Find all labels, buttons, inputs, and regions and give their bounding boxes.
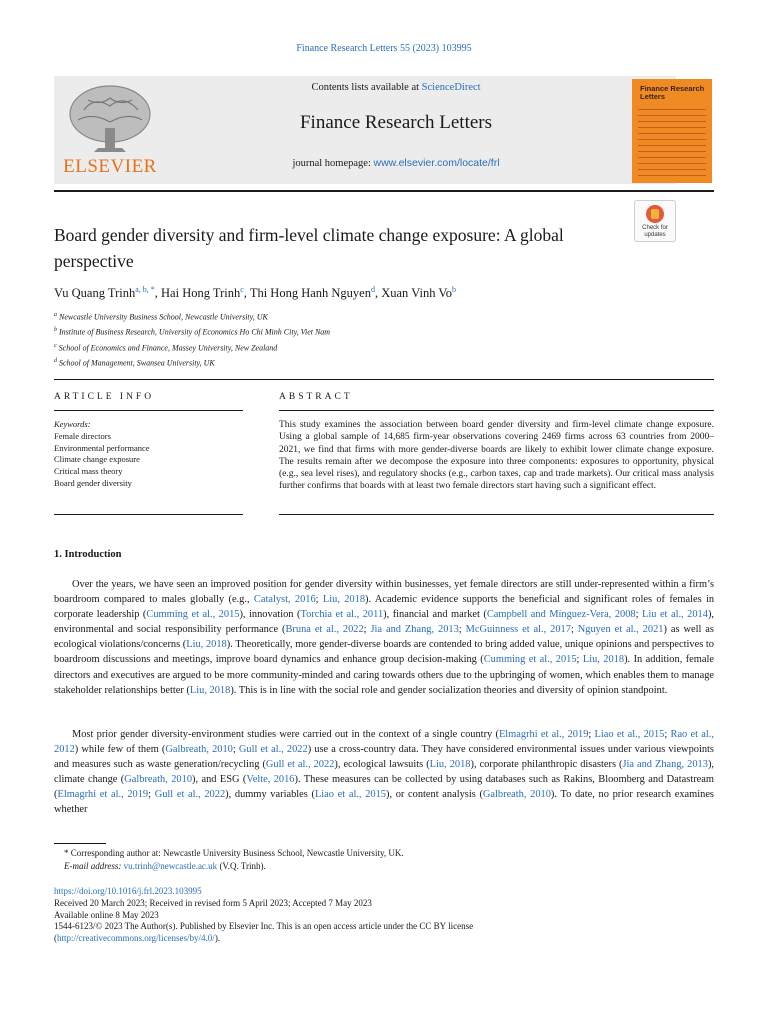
body-text-run: ; xyxy=(635,609,643,621)
cover-contents-lines xyxy=(638,109,706,181)
body-text-run: ) while few of them ( xyxy=(74,744,166,756)
author-name[interactable]: Hai Hong Trinh xyxy=(161,286,241,301)
body-text-run: ), dummy variables ( xyxy=(225,789,315,801)
citation-link[interactable]: Gull et al., 2022 xyxy=(265,759,335,771)
body-text-run: ) as well as ecological violations/concerns ( xyxy=(54,624,714,651)
body-text-run: ), or content analysis ( xyxy=(385,789,483,801)
keyword-item: Board gender diversity xyxy=(54,477,132,488)
body-text-run: ; xyxy=(458,624,466,636)
abstract-text: This study examines the association between board gender diversity and firm-level climate change exposure. Using a global sample of 14,685 firm-year observations covering 2469 firms across 63 countries from 2000–2021, we find that firms with more gender-diverse boards are likely to exhibit lower climate change exposure. The results remain after we decompose the exposure into three components: exposures to opportunity, physical (e.g., sea level rises), and regulatory shocks (e.g., carbon taxes, cap and trade markets). Our critical mass analysis further confirms that boards with at least two female directors start having such a significant effect. xyxy=(279,420,714,492)
body-text-run: ; xyxy=(664,729,671,740)
body-text-run: ; xyxy=(363,624,371,636)
citation-link[interactable]: Gull et al., 2022 xyxy=(238,744,308,756)
corresponding-author-note: * Corresponding author at: Newcastle University Business School, Newcastle University, UK. xyxy=(64,848,404,858)
citation-link[interactable]: Rao et al., 2012 xyxy=(54,729,714,756)
body-text-run: ; xyxy=(576,654,583,666)
body-text-run: ), ecological lawsuits ( xyxy=(334,759,430,771)
article-info-bottom-rule xyxy=(54,514,243,515)
journal-name: Finance Research Letters xyxy=(299,112,493,133)
citation-link[interactable]: Campbell and Mínguez-Vera, 2008 xyxy=(486,609,636,621)
section-rule xyxy=(54,379,714,380)
body-text-run: ; xyxy=(148,789,155,801)
citation-link[interactable]: Liu, 2018 xyxy=(189,684,231,696)
body-text-run: ), financial and market ( xyxy=(383,609,487,621)
footnote xyxy=(54,847,714,872)
email-line xyxy=(64,860,714,873)
homepage-line xyxy=(166,157,626,169)
citation-link[interactable]: Elmagrhi et al., 2019 xyxy=(498,729,589,740)
check-for-updates-button[interactable] xyxy=(634,200,676,242)
keywords-block xyxy=(54,419,243,490)
citation-link[interactable]: Galbreath, 2010 xyxy=(165,744,233,756)
citation-link[interactable]: Liao et al., 2015 xyxy=(314,789,386,801)
body-text-run: ), and ESG ( xyxy=(192,774,247,786)
body-text-run: ). To date, no prior research examines whether xyxy=(54,789,714,816)
license-text: 1544-6123/© 2023 The Author(s). Published by Elsevier Inc. This is an open access article under the CC BY license (http://creativecommons.org/licenses/by/4.0/). xyxy=(54,921,474,944)
author-affiliation-marks[interactable]: b xyxy=(452,285,457,294)
email-label: E-mail address: xyxy=(64,860,122,871)
affiliation-item: $^b$ Institute of Business Research, University of Economics Ho Chi Minh City, Viet Nam xyxy=(54,327,331,337)
citation-link[interactable]: Catalyst, 2016 xyxy=(253,594,316,606)
doi-link[interactable]: https://doi.org/10.1016/j.frl.2023.103995 xyxy=(54,886,202,896)
body-text-run: ; xyxy=(315,594,323,606)
abstract-bottom-rule xyxy=(279,514,714,515)
contents-line xyxy=(166,82,626,93)
article-info-heading: ARTICLE INFO xyxy=(54,392,155,402)
citation-link[interactable]: Liu, 2018 xyxy=(582,654,625,666)
keyword-item: Climate change exposure xyxy=(54,454,140,465)
body-text-run: ; xyxy=(588,729,595,740)
body-text-run: ). In addition, female directors and executives are argued to be more community-minded and caring towards others due to the upbringing of women, which enables them to manage stakeholder relationships better ( xyxy=(54,654,714,696)
affiliation-item: $^c$ School of Economics and Finance, Massey University, New Zealand xyxy=(54,342,278,353)
citation-link[interactable]: Galbreath, 2010 xyxy=(124,774,193,786)
citation-link[interactable]: Liu et al., 2014 xyxy=(642,609,708,621)
author-affiliation-marks[interactable]: d xyxy=(370,285,375,294)
article-info-rule xyxy=(54,410,243,411)
cover-title: Finance Research Letters xyxy=(640,84,705,101)
intro-paragraph-2 xyxy=(54,727,714,818)
abstract-heading: ABSTRACT xyxy=(279,392,353,402)
intro-paragraph-1 xyxy=(54,577,714,698)
body-text-run: ). These measures can be collected by using databases such as Rakins, Bloomberg and Datastream ( xyxy=(54,774,714,801)
citation-link[interactable]: McGuinness et al., 2017 xyxy=(465,624,571,636)
citation-link[interactable]: Liu, 2018 xyxy=(322,594,366,606)
citation-link[interactable]: Bruna et al., 2022 xyxy=(285,624,364,636)
header-rule xyxy=(54,190,714,192)
introduction-heading: 1. Introduction xyxy=(54,549,122,560)
footnote-rule xyxy=(54,843,106,844)
affiliation-list xyxy=(54,309,714,370)
keyword-item: Environmental performance xyxy=(54,442,150,453)
author-name[interactable]: Vu Quang Trinh xyxy=(54,286,136,301)
keyword-item: Female directors xyxy=(54,430,111,441)
citation-link[interactable]: Jia and Zhang, 2013 xyxy=(622,759,708,771)
email-link[interactable]: vu.trinh@newcastle.ac.uk xyxy=(123,860,218,871)
citation-link[interactable]: Nguyen et al., 2021 xyxy=(577,624,664,636)
author-name[interactable]: Xuan Vinh Vo xyxy=(381,286,453,301)
elsevier-wordmark: ELSEVIER xyxy=(63,156,157,177)
body-text-run: Over the years, we have seen an improved position for gender diversity within businesses, yet female directors are still under-represented within a firm’s boardroom compared to males globally (e.g., xyxy=(54,579,714,606)
publication-info xyxy=(54,886,714,945)
body-text-run: ), innovation ( xyxy=(239,609,301,621)
citation-link[interactable]: Torchia et al., 2011 xyxy=(300,609,384,621)
body-text-run: ), corporate philanthropic disasters ( xyxy=(470,759,623,771)
body-text-run: ; xyxy=(232,744,239,756)
citation-link[interactable]: Gull et al., 2022 xyxy=(154,789,226,801)
author-list: Vu Quang Trinh$^{a, b, *}$, Hai Hong Trinh$^c$, Thi Hong Hanh Nguyen$^d$, Xuan Vinh Vo$^b$ xyxy=(54,285,457,301)
journal-cover[interactable] xyxy=(632,79,712,183)
author-affiliation-marks[interactable]: c xyxy=(240,285,244,294)
received-dates: Received 20 March 2023; Received in revised form 5 April 2023; Accepted 7 May 2023 xyxy=(54,897,372,908)
keyword-item: Critical mass theory xyxy=(54,466,123,477)
body-text-run: ). This is in line with the social role and gender socialization theories and diversity of opinion standpoint. xyxy=(230,684,668,696)
affiliation-item: $^a$ Newcastle University Business School, Newcastle University, UK xyxy=(54,312,268,322)
body-text-run: ) use a cross-country data. They have considered environmental issues under various viewpoints and measures such as waste generation/recycling ( xyxy=(54,744,714,771)
body-text-run: Most prior gender diversity-environment studies were carried out in the context of a single country ( xyxy=(72,729,499,740)
citation-link[interactable]: Cumming et al., 2015 xyxy=(483,654,577,666)
author-affiliation-marks[interactable]: a, b, * xyxy=(135,285,155,294)
license-link[interactable]: http://creativecommons.org/licenses/by/4.0/ xyxy=(57,933,215,944)
keywords-label: Keywords: xyxy=(54,419,91,429)
citation-link[interactable]: Liu, 2018 xyxy=(186,639,227,651)
citation-link[interactable]: Galbreath, 2010 xyxy=(482,789,551,801)
citation-link[interactable]: Elmagrhi et al., 2019 xyxy=(57,789,149,801)
article-title: Board gender diversity and firm-level climate change exposure: A global perspective xyxy=(54,225,564,271)
affiliation-item: $^d$ School of Management, Swansea University, UK xyxy=(54,357,215,368)
citation-link[interactable]: Velte, 2016 xyxy=(246,774,295,786)
crossmark-icon xyxy=(646,205,664,223)
citation-link[interactable]: Liu, 2018 xyxy=(429,759,471,771)
homepage-label: journal homepage: xyxy=(292,158,374,169)
check-updates-label: Check for updates xyxy=(642,225,668,238)
body-text-run: ), climate change ( xyxy=(54,759,714,786)
homepage-link[interactable]: www.elsevier.com/locate/frl xyxy=(373,157,500,169)
email-suffix: (V.Q. Trinh). xyxy=(217,860,266,871)
contents-prefix: Contents lists available at xyxy=(311,82,422,93)
keywords-list xyxy=(54,431,243,490)
body-text-run: ), environmental and social responsibility performance ( xyxy=(54,609,714,636)
citation-link[interactable]: Liao et al., 2015 xyxy=(594,729,665,740)
available-online: Available online 8 May 2023 xyxy=(54,909,159,920)
body-text-run: ). Academic evidence supports the beneficial and significant roles of females in corporate leadership ( xyxy=(54,594,715,621)
sciencedirect-link[interactable]: ScienceDirect xyxy=(421,82,481,93)
citation-link[interactable]: Cumming et al., 2015 xyxy=(146,609,240,621)
body-text-run: ; xyxy=(570,624,578,636)
author-name[interactable]: Thi Hong Hanh Nguyen xyxy=(249,286,371,301)
body-text-run: ). Theoretically, more gender-diverse boards are contended to bring added value, unique opinions and perspectives to boardroom discussions and meetings, improve board dynamics and enhance group decision-making ( xyxy=(54,639,715,666)
abstract-rule xyxy=(279,410,714,411)
citation-link[interactable]: Jia and Zhang, 2013 xyxy=(370,624,459,636)
journal-reference[interactable]: Finance Research Letters 55 (2023) 103995 xyxy=(296,43,472,54)
